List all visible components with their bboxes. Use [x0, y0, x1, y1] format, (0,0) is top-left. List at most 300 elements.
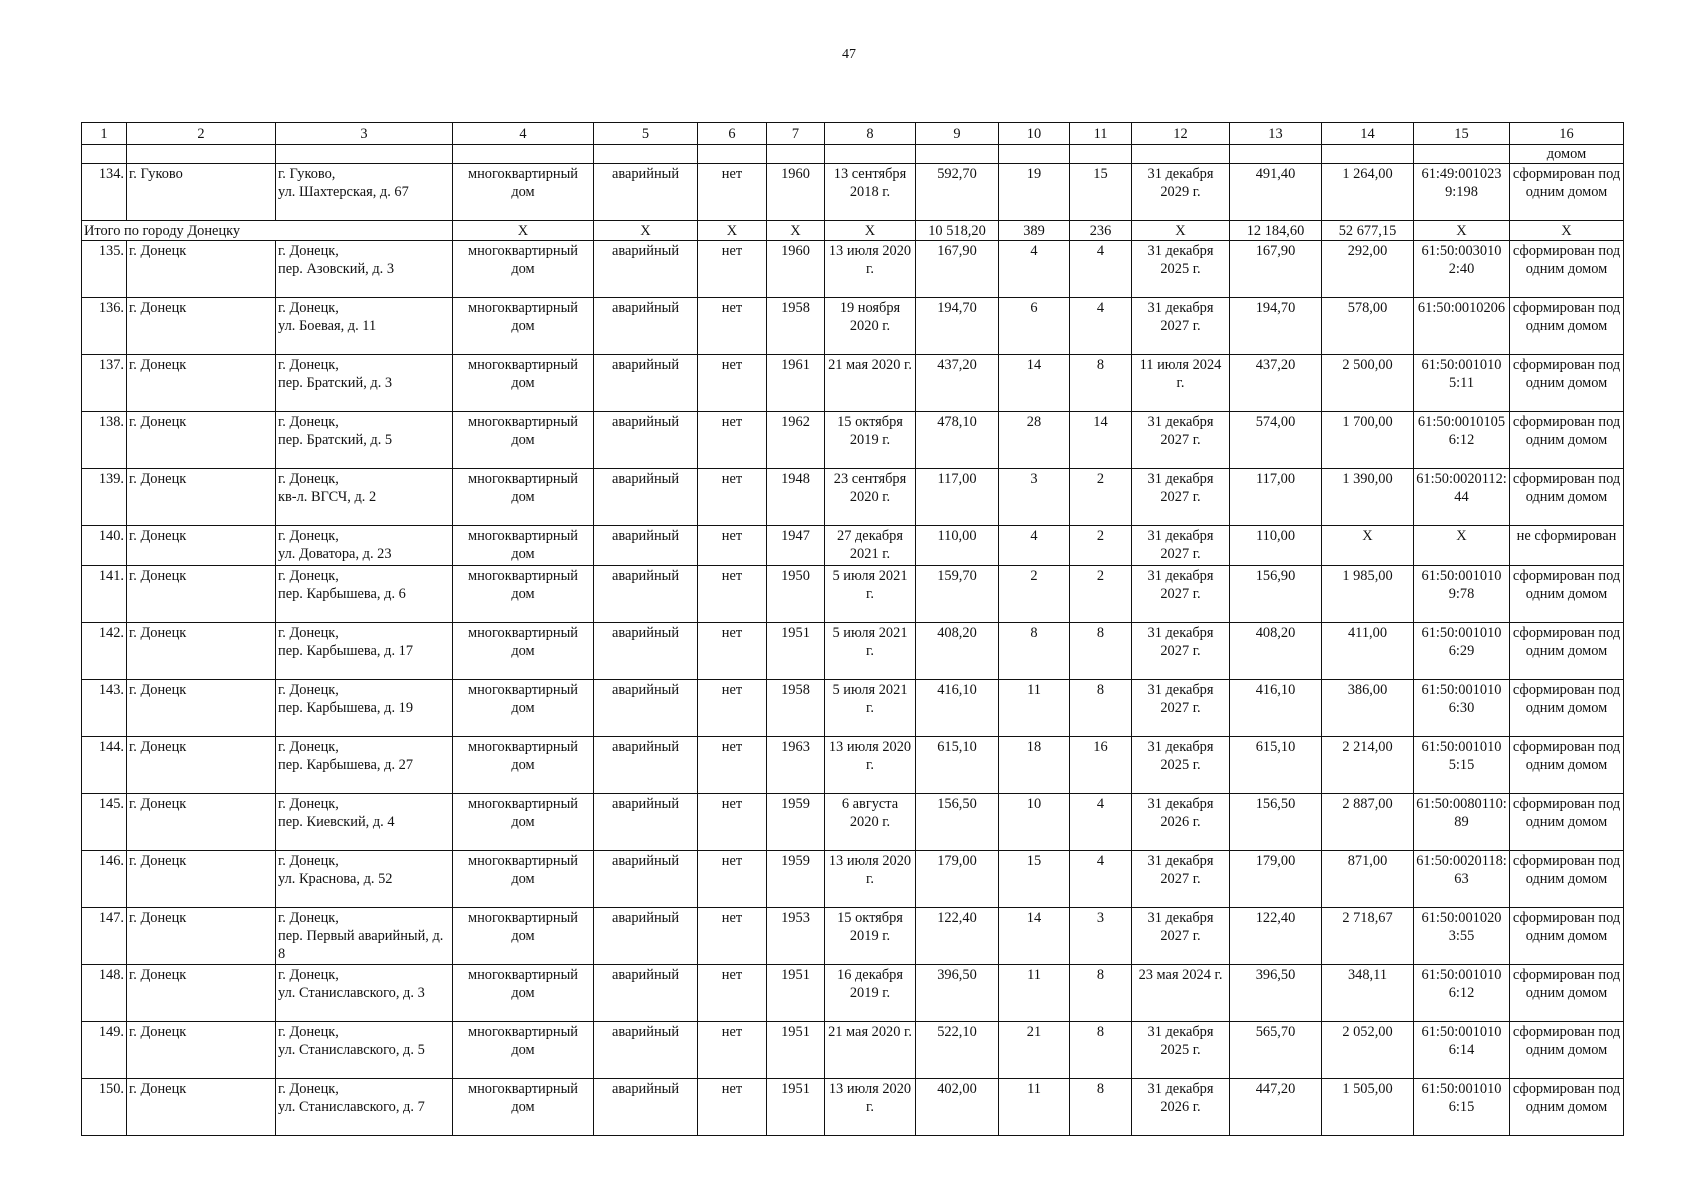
housing-registry-table: [81, 122, 1624, 1136]
building-status: аварийный: [594, 623, 698, 680]
address: [276, 355, 453, 412]
address-street: пер. Карбышева, д. 27: [278, 757, 414, 773]
column-11-value: 8: [1070, 1079, 1132, 1136]
table-row: [82, 737, 1624, 794]
build-year: 1960: [767, 164, 825, 221]
building-type: многоквартирный дом: [453, 355, 594, 412]
table-row: [82, 298, 1624, 355]
column-13-value: 167,90: [1230, 241, 1322, 298]
table-row: [82, 566, 1624, 623]
column-6-value: нет: [698, 1022, 767, 1079]
total-cell: X: [1414, 221, 1510, 241]
area-value: 117,00: [916, 469, 999, 526]
column-header: 13: [1230, 123, 1322, 145]
column-10-value: 14: [999, 355, 1070, 412]
column-11-value: 4: [1070, 794, 1132, 851]
column-13-value: 437,20: [1230, 355, 1322, 412]
column-header: 16: [1510, 123, 1624, 145]
recognition-date: 15 октября 2019 г.: [825, 412, 916, 469]
column-13-value: 491,40: [1230, 164, 1322, 221]
cadastral-number: 61:50:0010106:12: [1414, 965, 1510, 1022]
continuation-row: [82, 145, 1624, 164]
recognition-date: 13 июля 2020 г.: [825, 737, 916, 794]
recognition-date: 6 августа 2020 г.: [825, 794, 916, 851]
column-10-value: 4: [999, 526, 1070, 566]
resettlement-deadline: 23 мая 2024 г.: [1132, 965, 1230, 1022]
column-11-value: 4: [1070, 298, 1132, 355]
column-13-value: 416,10: [1230, 680, 1322, 737]
area-value: 156,50: [916, 794, 999, 851]
address-city: г. Донецк,: [278, 568, 339, 584]
table-row: [82, 680, 1624, 737]
land-status: сформирован под одним домом: [1510, 1079, 1624, 1136]
land-status-continuation: домом: [1510, 145, 1624, 164]
land-status: сформирован под одним домом: [1510, 241, 1624, 298]
area-value: 522,10: [916, 1022, 999, 1079]
address-street: пер. Карбышева, д. 19: [278, 700, 414, 716]
address: [276, 737, 453, 794]
land-status: сформирован под одним домом: [1510, 298, 1624, 355]
building-status: аварийный: [594, 794, 698, 851]
land-status: сформирован под одним домом: [1510, 680, 1624, 737]
cadastral-number: 61:50:0020112:44: [1414, 469, 1510, 526]
recognition-date: 15 октября 2019 г.: [825, 908, 916, 965]
building-type: многоквартирный дом: [453, 412, 594, 469]
row-number: 148.: [82, 965, 127, 1022]
table-row: [82, 623, 1624, 680]
column-10-value: 3: [999, 469, 1070, 526]
total-area: 10 518,20: [916, 221, 999, 241]
build-year: 1951: [767, 965, 825, 1022]
table-row: [82, 241, 1624, 298]
cadastral-number: 61:50:0010203:55: [1414, 908, 1510, 965]
cadastral-number: 61:50:00101056:12: [1414, 412, 1510, 469]
municipality: г. Донецк: [127, 469, 276, 526]
address-city: г. Донецк,: [278, 910, 339, 926]
column-6-value: нет: [698, 851, 767, 908]
building-status: аварийный: [594, 965, 698, 1022]
cadastral-number: 61:50:0010106:14: [1414, 1022, 1510, 1079]
build-year: 1948: [767, 469, 825, 526]
land-status: сформирован под одним домом: [1510, 1022, 1624, 1079]
total-cell: 389: [999, 221, 1070, 241]
table-row: [82, 1022, 1624, 1079]
column-11-value: 3: [1070, 908, 1132, 965]
build-year: 1947: [767, 526, 825, 566]
column-13-value: 565,70: [1230, 1022, 1322, 1079]
cadastral-number: 61:50:0010105:15: [1414, 737, 1510, 794]
address: [276, 965, 453, 1022]
column-header: 9: [916, 123, 999, 145]
row-number: 137.: [82, 355, 127, 412]
column-14-value: 386,00: [1322, 680, 1414, 737]
address-street: ул. Краснова, д. 52: [278, 871, 393, 887]
resettlement-deadline: 31 декабря 2026 г.: [1132, 1079, 1230, 1136]
recognition-date: 27 декабря 2021 г.: [825, 526, 916, 566]
building-status: аварийный: [594, 412, 698, 469]
municipality: г. Донецк: [127, 965, 276, 1022]
municipality: г. Донецк: [127, 623, 276, 680]
column-14-value: 1 505,00: [1322, 1079, 1414, 1136]
land-status: сформирован под одним домом: [1510, 566, 1624, 623]
column-header: 7: [767, 123, 825, 145]
cadastral-number: 61:50:0010106:15: [1414, 1079, 1510, 1136]
address-street: ул. Станиславского, д. 7: [278, 1099, 425, 1115]
address-street: пер. Первый аварийный, д. 8: [278, 928, 444, 962]
recognition-date: 13 июля 2020 г.: [825, 851, 916, 908]
column-14-value: 1 390,00: [1322, 469, 1414, 526]
address: [276, 566, 453, 623]
column-10-value: 11: [999, 965, 1070, 1022]
table-row: [82, 526, 1624, 566]
address-street: пер. Карбышева, д. 6: [278, 586, 406, 602]
area-value: 592,70: [916, 164, 999, 221]
building-status: аварийный: [594, 737, 698, 794]
address-city: г. Донецк,: [278, 1081, 339, 1097]
land-status: сформирован под одним домом: [1510, 469, 1624, 526]
total-cell: 12 184,60: [1230, 221, 1322, 241]
cadastral-number: 61:50:0080110:89: [1414, 794, 1510, 851]
column-11-value: 2: [1070, 526, 1132, 566]
building-status: аварийный: [594, 164, 698, 221]
cadastral-number: 61:50:0020118:63: [1414, 851, 1510, 908]
address-city: г. Донецк,: [278, 682, 339, 698]
building-type: многоквартирный дом: [453, 526, 594, 566]
column-6-value: нет: [698, 469, 767, 526]
table-row: [82, 412, 1624, 469]
column-11-value: 16: [1070, 737, 1132, 794]
column-6-value: нет: [698, 965, 767, 1022]
building-status: аварийный: [594, 241, 698, 298]
total-row: [82, 221, 1624, 241]
land-status: сформирован под одним домом: [1510, 623, 1624, 680]
column-6-value: нет: [698, 164, 767, 221]
address: [276, 1022, 453, 1079]
column-13-value: 156,90: [1230, 566, 1322, 623]
cadastral-number: 61:49:0010239:198: [1414, 164, 1510, 221]
area-value: 194,70: [916, 298, 999, 355]
column-6-value: нет: [698, 412, 767, 469]
column-11-value: 15: [1070, 164, 1132, 221]
column-13-value: 122,40: [1230, 908, 1322, 965]
row-number: 145.: [82, 794, 127, 851]
column-6-value: нет: [698, 623, 767, 680]
municipality: г. Донецк: [127, 794, 276, 851]
building-type: многоквартирный дом: [453, 241, 594, 298]
row-number: 146.: [82, 851, 127, 908]
address-street: ул. Шахтерская, д. 67: [278, 184, 409, 200]
column-13-value: 615,10: [1230, 737, 1322, 794]
resettlement-deadline: 31 декабря 2025 г.: [1132, 1022, 1230, 1079]
row-number: 142.: [82, 623, 127, 680]
column-14-value: 292,00: [1322, 241, 1414, 298]
address-street: кв-л. ВГСЧ, д. 2: [278, 489, 377, 505]
recognition-date: 21 мая 2020 г.: [825, 355, 916, 412]
column-13-value: 574,00: [1230, 412, 1322, 469]
recognition-date: 13 июля 2020 г.: [825, 1079, 916, 1136]
column-14-value: 2 052,00: [1322, 1022, 1414, 1079]
building-type: многоквартирный дом: [453, 566, 594, 623]
address: [276, 623, 453, 680]
column-header: 3: [276, 123, 453, 145]
column-13-value: 408,20: [1230, 623, 1322, 680]
address-city: г. Донецк,: [278, 796, 339, 812]
column-14-value: 1 700,00: [1322, 412, 1414, 469]
building-status: аварийный: [594, 1079, 698, 1136]
row-number: 143.: [82, 680, 127, 737]
building-status: аварийный: [594, 1022, 698, 1079]
address-city: г. Донецк,: [278, 853, 339, 869]
address-city: г. Донецк,: [278, 528, 339, 544]
recognition-date: 13 июля 2020 г.: [825, 241, 916, 298]
column-10-value: 2: [999, 566, 1070, 623]
column-6-value: нет: [698, 1079, 767, 1136]
resettlement-deadline: 11 июля 2024 г.: [1132, 355, 1230, 412]
recognition-date: 13 сентября 2018 г.: [825, 164, 916, 221]
address-city: г. Гуково,: [278, 166, 336, 182]
area-value: 416,10: [916, 680, 999, 737]
column-14-value: 411,00: [1322, 623, 1414, 680]
column-10-value: 19: [999, 164, 1070, 221]
municipality: г. Донецк: [127, 355, 276, 412]
total-cell: 236: [1070, 221, 1132, 241]
column-10-value: 14: [999, 908, 1070, 965]
building-status: аварийный: [594, 908, 698, 965]
address: [276, 680, 453, 737]
column-header: 1: [82, 123, 127, 145]
address: [276, 164, 453, 221]
column-number-header-row: [82, 123, 1624, 145]
column-6-value: нет: [698, 241, 767, 298]
table-row: [82, 164, 1624, 221]
column-14-value: 2 887,00: [1322, 794, 1414, 851]
column-11-value: 4: [1070, 851, 1132, 908]
address: [276, 298, 453, 355]
row-number: 138.: [82, 412, 127, 469]
column-10-value: 28: [999, 412, 1070, 469]
land-status: сформирован под одним домом: [1510, 164, 1624, 221]
land-status: сформирован под одним домом: [1510, 737, 1624, 794]
row-number: 147.: [82, 908, 127, 965]
build-year: 1951: [767, 1079, 825, 1136]
area-value: 159,70: [916, 566, 999, 623]
resettlement-deadline: 31 декабря 2027 г.: [1132, 566, 1230, 623]
resettlement-deadline: 31 декабря 2027 г.: [1132, 469, 1230, 526]
column-14-value: 1 264,00: [1322, 164, 1414, 221]
table-row: [82, 1079, 1624, 1136]
building-status: аварийный: [594, 355, 698, 412]
column-14-value: 2 718,67: [1322, 908, 1414, 965]
build-year: 1963: [767, 737, 825, 794]
column-header: 5: [594, 123, 698, 145]
municipality: г. Донецк: [127, 908, 276, 965]
address: [276, 851, 453, 908]
resettlement-deadline: 31 декабря 2026 г.: [1132, 794, 1230, 851]
area-value: 110,00: [916, 526, 999, 566]
recognition-date: 19 ноября 2020 г.: [825, 298, 916, 355]
column-10-value: 11: [999, 1079, 1070, 1136]
column-11-value: 8: [1070, 680, 1132, 737]
column-13-value: 117,00: [1230, 469, 1322, 526]
address: [276, 794, 453, 851]
column-11-value: 8: [1070, 965, 1132, 1022]
address-city: г. Донецк,: [278, 357, 339, 373]
municipality: г. Донецк: [127, 851, 276, 908]
build-year: 1959: [767, 794, 825, 851]
column-header: 11: [1070, 123, 1132, 145]
address-street: пер. Братский, д. 3: [278, 375, 393, 391]
column-10-value: 15: [999, 851, 1070, 908]
municipality: г. Донецк: [127, 1079, 276, 1136]
column-11-value: 8: [1070, 1022, 1132, 1079]
building-status: аварийный: [594, 526, 698, 566]
address: [276, 526, 453, 566]
municipality: г. Донецк: [127, 1022, 276, 1079]
address: [276, 241, 453, 298]
recognition-date: 5 июля 2021 г.: [825, 623, 916, 680]
row-number: 149.: [82, 1022, 127, 1079]
build-year: 1959: [767, 851, 825, 908]
column-6-value: нет: [698, 298, 767, 355]
build-year: 1953: [767, 908, 825, 965]
table-row: [82, 469, 1624, 526]
recognition-date: 23 сентября 2020 г.: [825, 469, 916, 526]
building-type: многоквартирный дом: [453, 164, 594, 221]
cadastral-number: 61:50:0010105:11: [1414, 355, 1510, 412]
page-number: 47: [842, 47, 856, 62]
total-cell: X: [825, 221, 916, 241]
column-11-value: 8: [1070, 623, 1132, 680]
column-11-value: 4: [1070, 241, 1132, 298]
land-status: сформирован под одним домом: [1510, 794, 1624, 851]
resettlement-deadline: 31 декабря 2027 г.: [1132, 526, 1230, 566]
building-status: аварийный: [594, 566, 698, 623]
municipality: г. Донецк: [127, 412, 276, 469]
build-year: 1961: [767, 355, 825, 412]
row-number: 136.: [82, 298, 127, 355]
address-street: ул. Станиславского, д. 5: [278, 1042, 425, 1058]
column-6-value: нет: [698, 566, 767, 623]
address-city: г. Донецк,: [278, 471, 339, 487]
column-10-value: 11: [999, 680, 1070, 737]
address-city: г. Донецк,: [278, 300, 339, 316]
build-year: 1951: [767, 623, 825, 680]
column-6-value: нет: [698, 737, 767, 794]
column-header: 10: [999, 123, 1070, 145]
column-11-value: 2: [1070, 469, 1132, 526]
cadastral-number: 61:50:0010109:78: [1414, 566, 1510, 623]
address-street: ул. Доватора, д. 23: [278, 546, 392, 562]
building-type: многоквартирный дом: [453, 298, 594, 355]
build-year: 1960: [767, 241, 825, 298]
resettlement-deadline: 31 декабря 2029 г.: [1132, 164, 1230, 221]
municipality: г. Гуково: [127, 164, 276, 221]
resettlement-deadline: 31 декабря 2025 г.: [1132, 737, 1230, 794]
column-6-value: нет: [698, 355, 767, 412]
column-header: 15: [1414, 123, 1510, 145]
resettlement-deadline: 31 декабря 2025 г.: [1132, 241, 1230, 298]
resettlement-deadline: 31 декабря 2027 г.: [1132, 908, 1230, 965]
cadastral-number: 61:50:0010106:29: [1414, 623, 1510, 680]
column-header: 14: [1322, 123, 1414, 145]
build-year: 1950: [767, 566, 825, 623]
building-type: многоквартирный дом: [453, 680, 594, 737]
cadastral-number: 61:50:0010106:30: [1414, 680, 1510, 737]
column-13-value: 447,20: [1230, 1079, 1322, 1136]
resettlement-deadline: 31 декабря 2027 г.: [1132, 851, 1230, 908]
column-13-value: 156,50: [1230, 794, 1322, 851]
building-type: многоквартирный дом: [453, 469, 594, 526]
row-number: 135.: [82, 241, 127, 298]
address-street: ул. Боевая, д. 11: [278, 318, 377, 334]
resettlement-deadline: 31 декабря 2027 г.: [1132, 412, 1230, 469]
column-10-value: 18: [999, 737, 1070, 794]
area-value: 408,20: [916, 623, 999, 680]
address-street: пер. Братский, д. 5: [278, 432, 393, 448]
column-14-value: X: [1322, 526, 1414, 566]
column-10-value: 6: [999, 298, 1070, 355]
address: [276, 1079, 453, 1136]
column-11-value: 14: [1070, 412, 1132, 469]
recognition-date: 5 июля 2021 г.: [825, 680, 916, 737]
address-city: г. Донецк,: [278, 243, 339, 259]
recognition-date: 16 декабря 2019 г.: [825, 965, 916, 1022]
address-street: ул. Станиславского, д. 3: [278, 985, 425, 1001]
row-number: 144.: [82, 737, 127, 794]
municipality: г. Донецк: [127, 566, 276, 623]
column-14-value: 2 500,00: [1322, 355, 1414, 412]
cadastral-number: 61:50:0010206: [1414, 298, 1510, 355]
column-6-value: нет: [698, 526, 767, 566]
build-year: 1958: [767, 680, 825, 737]
column-11-value: 8: [1070, 355, 1132, 412]
table-row: [82, 965, 1624, 1022]
cadastral-number: X: [1414, 526, 1510, 566]
column-header: 8: [825, 123, 916, 145]
column-11-value: 2: [1070, 566, 1132, 623]
land-status: не сформирован: [1510, 526, 1624, 566]
column-13-value: 396,50: [1230, 965, 1322, 1022]
total-label: Итого по городу Донецку: [82, 221, 453, 241]
column-header: 2: [127, 123, 276, 145]
building-type: многоквартирный дом: [453, 908, 594, 965]
municipality: г. Донецк: [127, 298, 276, 355]
column-6-value: нет: [698, 680, 767, 737]
area-value: 396,50: [916, 965, 999, 1022]
table-row: [82, 908, 1624, 965]
column-13-value: 110,00: [1230, 526, 1322, 566]
land-status: сформирован под одним домом: [1510, 412, 1624, 469]
total-cell: X: [698, 221, 767, 241]
building-type: многоквартирный дом: [453, 1022, 594, 1079]
column-10-value: 21: [999, 1022, 1070, 1079]
total-cell: X: [767, 221, 825, 241]
cadastral-number: 61:50:0030102:40: [1414, 241, 1510, 298]
address-city: г. Донецк,: [278, 1024, 339, 1040]
address: [276, 469, 453, 526]
column-10-value: 10: [999, 794, 1070, 851]
address-street: пер. Карбышева, д. 17: [278, 643, 414, 659]
address: [276, 412, 453, 469]
area-value: 179,00: [916, 851, 999, 908]
municipality: г. Донецк: [127, 737, 276, 794]
building-status: аварийный: [594, 469, 698, 526]
building-type: многоквартирный дом: [453, 623, 594, 680]
total-cell: X: [594, 221, 698, 241]
column-14-value: 871,00: [1322, 851, 1414, 908]
building-type: многоквартирный дом: [453, 737, 594, 794]
area-value: 478,10: [916, 412, 999, 469]
